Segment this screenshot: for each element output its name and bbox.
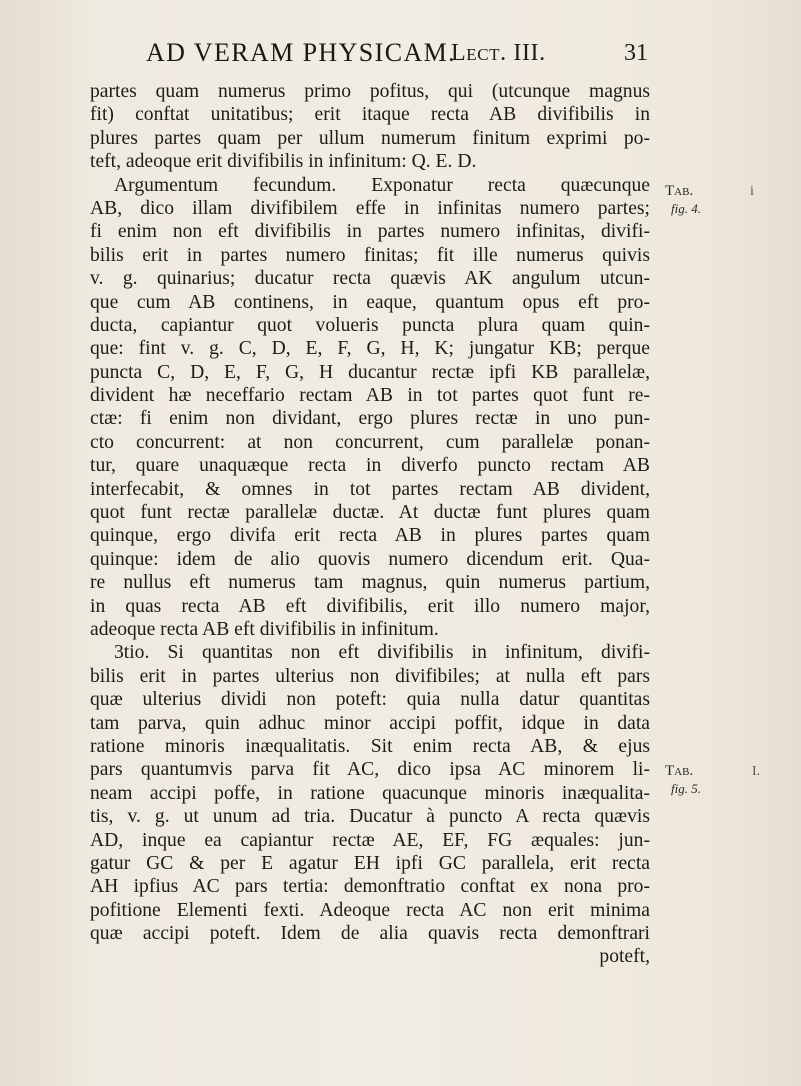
text-line: bilis erit in partes numero finitas; fit ille numerus quivis xyxy=(90,244,650,266)
text-line: que cum AB continens, in eaque, quantum opus eft pro- xyxy=(90,291,650,313)
running-title: AD VERAM PHYSICAM. xyxy=(146,38,457,67)
text-line: que: fint v. g. C, D, E, F, G, H, K; jungatur KB; perque xyxy=(90,338,650,360)
margin-fig-label: fig. 4. xyxy=(671,201,701,216)
text-line: ducta, capiantur quot volueris puncta plura quam quin- xyxy=(90,314,650,336)
text-line: adeoque recta AB eft divifibilis in infinitum. xyxy=(90,618,439,640)
text-line: 3tio. Si quantitas non eft divifibilis in infinitum, divifi- xyxy=(114,642,650,664)
text-line: plures partes quam per ullum numerum finitum exprimi po- xyxy=(90,127,650,149)
text-line: Argumentum fecundum. Exponatur recta quæcunque xyxy=(114,174,650,196)
text-line: bilis erit in partes ulterius non divifibiles; at nulla eft pars xyxy=(90,665,650,687)
text-line: quinque, ergo divifa erit recta AB in plures partes quam xyxy=(90,525,650,547)
text-line: teft, adeoque erit divifibilis in infinitum: Q. E. D. xyxy=(90,151,477,173)
running-header xyxy=(0,38,801,74)
lecture-label: Lect. III. xyxy=(451,40,546,66)
text-line: puncta C, D, E, F, G, H ducantur rectæ ipfi KB parallelæ, xyxy=(90,361,650,383)
text-line: pofitione Elementi fexti. Adeoque recta AC non erit minima xyxy=(90,899,650,921)
margin-fig-label: fig. 5. xyxy=(671,781,701,796)
bleed-through-mark: I. xyxy=(752,764,761,779)
text-line: tam parva, quin adhuc minor accipi poffit, idque in data xyxy=(90,712,650,734)
text-line: neam accipi poffe, in ratione quacunque minoris inæqualita- xyxy=(90,782,650,804)
text-line: ctæ: fi enim non dividant, ergo plures rectæ in uno pun- xyxy=(90,408,650,430)
margin-tab-label: Tab. xyxy=(665,763,694,779)
text-line: fit) conftat unitatibus; erit itaque recta AB divifibilis in xyxy=(90,104,650,126)
text-line: quæ accipi poteft. Idem de alia quavis recta demonftrari xyxy=(90,923,650,945)
text-line: ratione minoris inæqualitatis. Sit enim recta AB, & ejus xyxy=(90,735,650,757)
text-line: quæ ulterius dividi non poteft: quia nulla datur quantitas xyxy=(90,689,650,711)
text-line: fi enim non eft divifibilis in partes numero infinitas, divifi- xyxy=(90,221,650,243)
text-line: cto concurrent: at non concurrent, cum parallelæ ponan- xyxy=(90,431,650,453)
text-line: AH ipfius AC pars tertia: demonftratio conftat ex nona pro- xyxy=(90,876,650,898)
body-text xyxy=(90,80,650,969)
text-line: pars quantumvis parva fit AC, dico ipsa AC minorem li- xyxy=(90,759,650,781)
margin-tab-label: Tab. xyxy=(665,183,694,199)
text-line: tur, quare unaquæque recta in diverfo puncto rectam AB xyxy=(90,455,650,477)
page-number: 31 xyxy=(624,40,648,66)
text-line: quinque: idem de alio quovis numero dicendum erit. Qua- xyxy=(90,548,650,570)
text-line: quot funt rectæ parallelæ ductæ. At ductæ funt plures quam xyxy=(90,502,650,524)
text-line: AB, dico illam divifibilem effe in infinitas numero partes; xyxy=(90,197,650,219)
catchword: poteft, xyxy=(599,946,650,968)
text-line: divident hæ neceffario rectam AB in tot partes quot funt re- xyxy=(90,385,650,407)
text-line: tis, v. g. ut unum ad tria. Ducatur à puncto A recta quævis xyxy=(90,806,650,828)
text-line: partes quam numerus primo pofitus, qui (utcunque magnus xyxy=(90,81,650,102)
text-line: gatur GC & per E agatur EH ipfi GC parallela, erit recta xyxy=(90,852,650,874)
text-line: interfecabit, & omnes in tot partes rectam AB divident, xyxy=(90,478,650,500)
text-line: in quas recta AB eft divifibilis, erit illo numero major, xyxy=(90,595,650,617)
margin-note-tab-fig-4 xyxy=(665,183,701,217)
text-line: AD, inque ea capiantur rectæ AE, EF, FG æquales: jun- xyxy=(90,829,650,851)
bleed-through-mark: i xyxy=(750,184,754,199)
text-line: re nullus eft numerus tam magnus, quin numerus partium, xyxy=(90,572,650,594)
text-line: v. g. quinarius; ducatur recta quævis AK angulum utcun- xyxy=(90,268,650,290)
margin-note-tab-fig-5 xyxy=(665,763,701,797)
